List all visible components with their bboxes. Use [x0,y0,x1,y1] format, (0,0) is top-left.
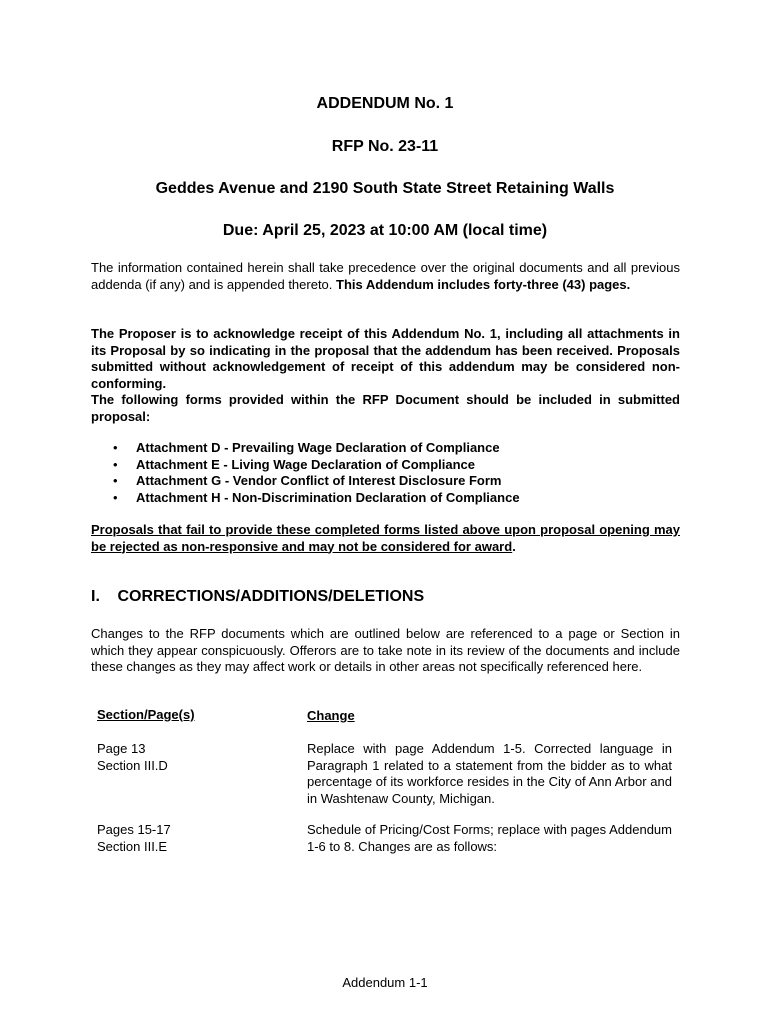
warning-end: . [512,538,516,554]
list-item [91,490,680,507]
page-count-note: This Addendum includes forty-three (43) pages. [336,276,631,292]
required-forms-list [91,440,680,506]
form-name: Attachment H - Non-Discrimination Declaration of Compliance [136,489,520,505]
table-row [97,741,287,774]
bullet-icon: • [113,473,118,488]
page-footer: Addendum 1-1 [342,975,428,990]
list-item [91,473,680,490]
table-row [97,822,287,855]
intro-paragraph [91,260,680,293]
section-number: I. [91,588,100,605]
row-change: Replace with page Addendum 1-5. Corrected language in Paragraph 1 related to a statement from the bidder as to what percentage of its workforce resides in the City of Ann Arbor and in Washtenaw County, Michigan. [307,741,672,806]
warning-paragraph [91,522,680,555]
row-change: Schedule of Pricing/Cost Forms; replace with pages Addendum 1-6 to 8. Changes are as follows: [307,822,672,854]
warning-text: Proposals that fail to provide these completed forms listed above upon proposal opening may be rejected as non-responsive and may not be considered for award [91,522,680,554]
form-name: Attachment G - Vendor Conflict of Interest Disclosure Form [136,473,502,488]
section-title: CORRECTIONS/ADDITIONS/DELETIONS [117,588,425,605]
form-name: Attachment D - Prevailing Wage Declaration of Compliance [136,440,500,455]
row-page: Page 13 [97,741,146,756]
project-title: Geddes Avenue and 2190 South State Street Retaining Walls [155,180,615,197]
row-page: Pages 15-17 [97,822,171,837]
column-header-section: Section/Page(s) [97,707,195,722]
form-name: Attachment E - Living Wage Declaration of Compliance [136,456,476,472]
list-item [91,440,680,457]
row-section: Section III.D [97,757,168,773]
section-heading [91,587,424,607]
row-section: Section III.E [97,838,168,854]
section-description: Changes to the RFP documents which are outlined below are referenced to a page or Section in which they appear conspicuously. Offerors are to take note in its review of the documents and include these changes as they may affect work or details in other areas not specifically referenced here. [91,626,680,674]
intro-text: The information contained herein shall take precedence over the original documents and all previous addenda (if any) and is appended thereto. [91,260,680,292]
forms-intro: The following forms provided within the RFP Document should be included in submitted proposal: [91,392,680,424]
bullet-icon: • [113,489,118,505]
addendum-title: ADDENDUM No. 1 [316,95,454,112]
bullet-icon: • [113,440,118,455]
due-date: Due: April 25, 2023 at 10:00 AM (local time) [222,222,548,239]
column-header-change: Change [307,708,355,723]
acknowledge-paragraph: The Proposer is to acknowledge receipt of this Addendum No. 1, including all attachments in its Proposal by so indicating in the proposal that the addendum has been received. Proposals submitted without acknowledgement of receipt of this addendum may be considered non-conforming. [91,326,680,391]
rfp-number: RFP No. 23-11 [331,138,439,155]
list-item [91,457,680,474]
bullet-icon: • [113,456,118,472]
